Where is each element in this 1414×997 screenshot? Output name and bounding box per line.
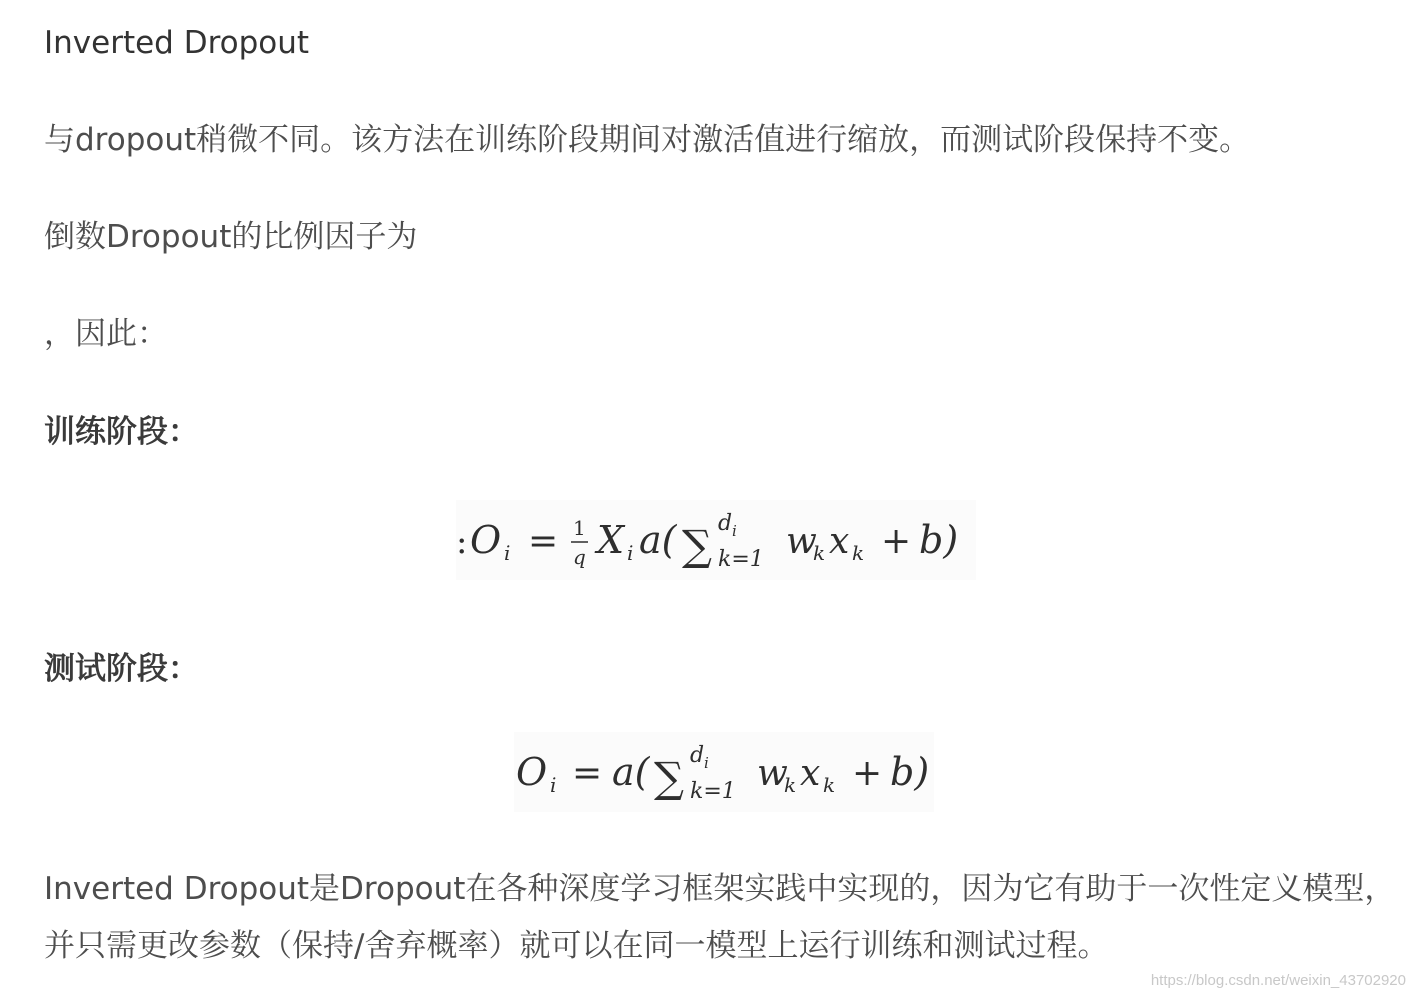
formula-term-x: x — [829, 521, 850, 562]
formula-term-w-sub: k — [813, 541, 826, 565]
formula2-term-w-sub: k — [784, 773, 797, 797]
formula-equals: = — [528, 521, 559, 562]
testing-phase-label: 测试阶段： — [44, 651, 199, 687]
formula2-plus: + — [852, 753, 883, 794]
formula2-term-x-sub: k — [823, 773, 836, 797]
formula-frac-num: 1 — [573, 516, 586, 540]
formula-term-x-sub: k — [852, 541, 865, 565]
formula-prefix: : — [456, 522, 468, 562]
formula-bias: b) — [919, 518, 959, 562]
formula-sum-lower: k=1 — [718, 547, 764, 572]
training-phase-label: 训练阶段： — [44, 414, 199, 450]
formula-sum: ∑ — [682, 521, 712, 570]
formula-sum-upper: d — [718, 511, 733, 536]
watermark-url: https://blog.csdn.net/weixin_43702920 — [1150, 972, 1406, 989]
formula2-lhs-sub: i — [550, 773, 557, 797]
paragraph-scale-factor: 倒数Dropout的比例因子为 — [44, 219, 418, 255]
formula-frac-den: q — [573, 545, 586, 569]
formula-func: a( — [639, 518, 677, 562]
formula-term-w: w — [786, 521, 817, 562]
formula2-equals: = — [572, 753, 603, 794]
formula2-sum-lower: k=1 — [690, 779, 736, 804]
formula2-bias: b) — [890, 750, 930, 794]
formula2-func: a( — [612, 750, 650, 794]
formula-plus: + — [881, 521, 912, 562]
formula-lhs: O — [470, 518, 502, 562]
formula2-lhs: O — [516, 750, 548, 794]
testing-formula-image — [514, 732, 934, 812]
formula2-sum-upper-sub: i — [704, 754, 709, 772]
testing-formula — [514, 732, 934, 812]
conclusion-line-2: 并只需更改参数（保持/舍弃概率）就可以在同一模型上运行训练和测试过程。 — [44, 928, 1109, 964]
formula-sum-upper-sub: i — [732, 522, 737, 540]
formula-x: X — [597, 518, 625, 562]
formula2-term-w: w — [757, 753, 788, 794]
training-formula-image — [456, 500, 976, 580]
formula2-sum: ∑ — [654, 753, 684, 802]
article-title: Inverted Dropout — [44, 25, 310, 61]
formula2-sum-upper: d — [690, 743, 705, 768]
formula2-term-x: x — [800, 753, 821, 794]
paragraph-intro: 与dropout稍微不同。该方法在训练阶段期间对激活值进行缩放，而测试阶段保持不变。 — [44, 122, 1251, 158]
conclusion-line-1: Inverted Dropout是Dropout在各种深度学习框架实践中实现的，因为它有助于一次性定义模型， — [44, 871, 1396, 907]
formula-lhs-sub: i — [504, 541, 511, 565]
formula-x-sub: i — [627, 541, 634, 565]
paragraph-therefore: ，因此： — [44, 316, 168, 352]
training-formula — [456, 500, 976, 580]
